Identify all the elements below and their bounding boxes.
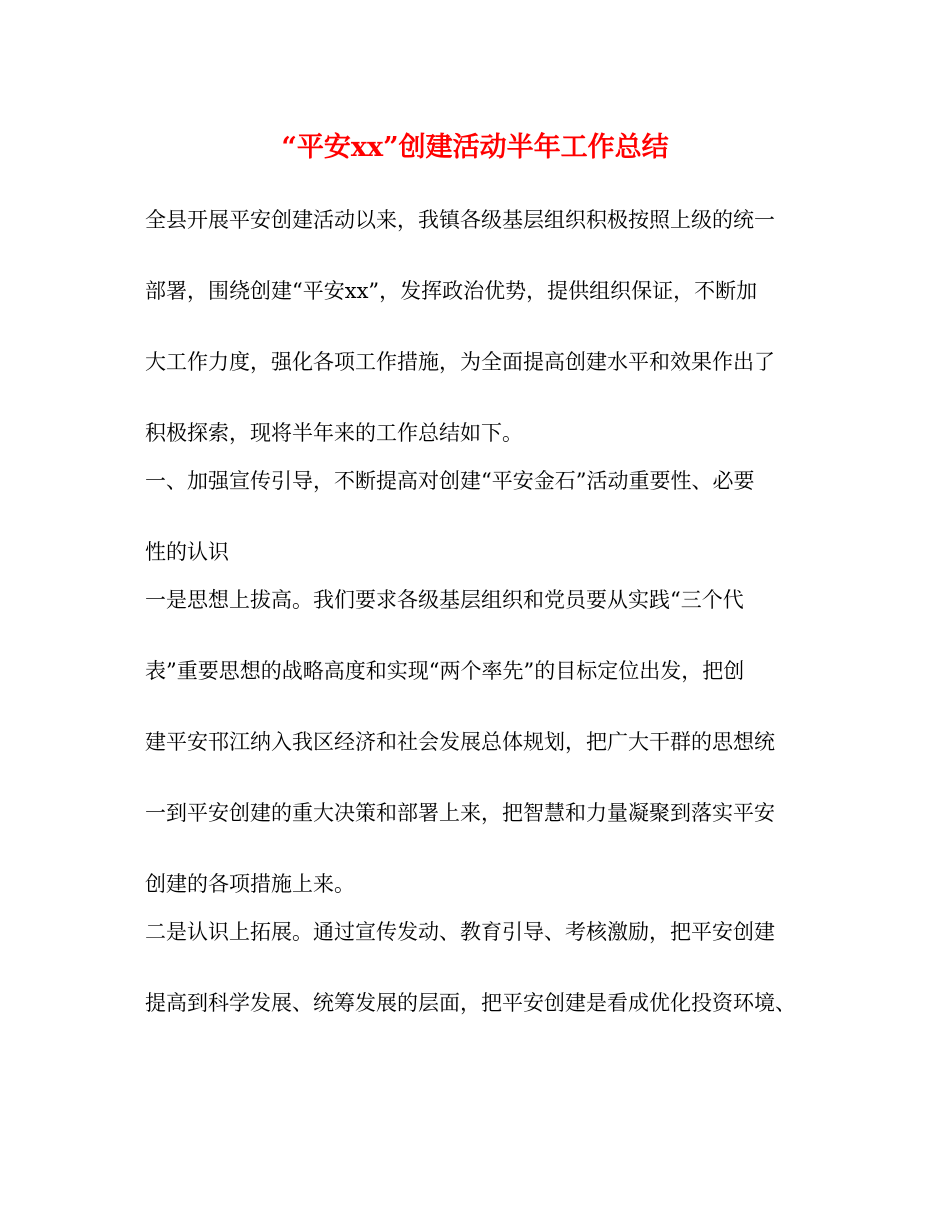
paragraph-line: 积极探索，现将半年来的工作总结如下。: [145, 421, 523, 445]
paragraph-line: 全县开展平安创建活动以来，我镇各级基层组织积极按照上级的统一: [145, 208, 775, 232]
paragraph-line: 表”重要思想的战略高度和实现“两个率先”的目标定位出发，把创: [145, 659, 745, 683]
paragraph-line: 部署，围绕创建“平安xx”，发挥政治优势，提供组织保证，不断加: [145, 279, 758, 303]
paragraph-line: 一是思想上拔高。我们要求各级基层组织和党员要从实践“三个代: [145, 588, 744, 612]
paragraph-line: 创建的各项措施上来。: [145, 872, 355, 896]
paragraph-line: 大工作力度，强化各项工作措施，为全面提高创建水平和效果作出了: [145, 350, 775, 374]
paragraph-line: 一到平安创建的重大决策和部署上来，把智慧和力量凝聚到落实平安: [145, 801, 775, 825]
paragraph-line: 提高到科学发展、统筹发展的层面，把平安创建是看成优化投资环境、: [145, 991, 796, 1015]
document-body: [145, 205, 825, 1059]
section-heading-line: 一、加强宣传引导，不断提高对创建“平安金石”活动重要性、必要: [145, 469, 755, 493]
section-heading-line: 性的认识: [145, 540, 229, 564]
paragraph-line: 二是认识上拓展。通过宣传发动、教育引导、考核激励，把平安创建: [145, 920, 775, 944]
paragraph-line: 建平安邗江纳入我区经济和社会发展总体规划，把广大干群的思想统: [145, 730, 775, 754]
document-title: “平安xx”创建活动半年工作总结: [281, 132, 669, 163]
